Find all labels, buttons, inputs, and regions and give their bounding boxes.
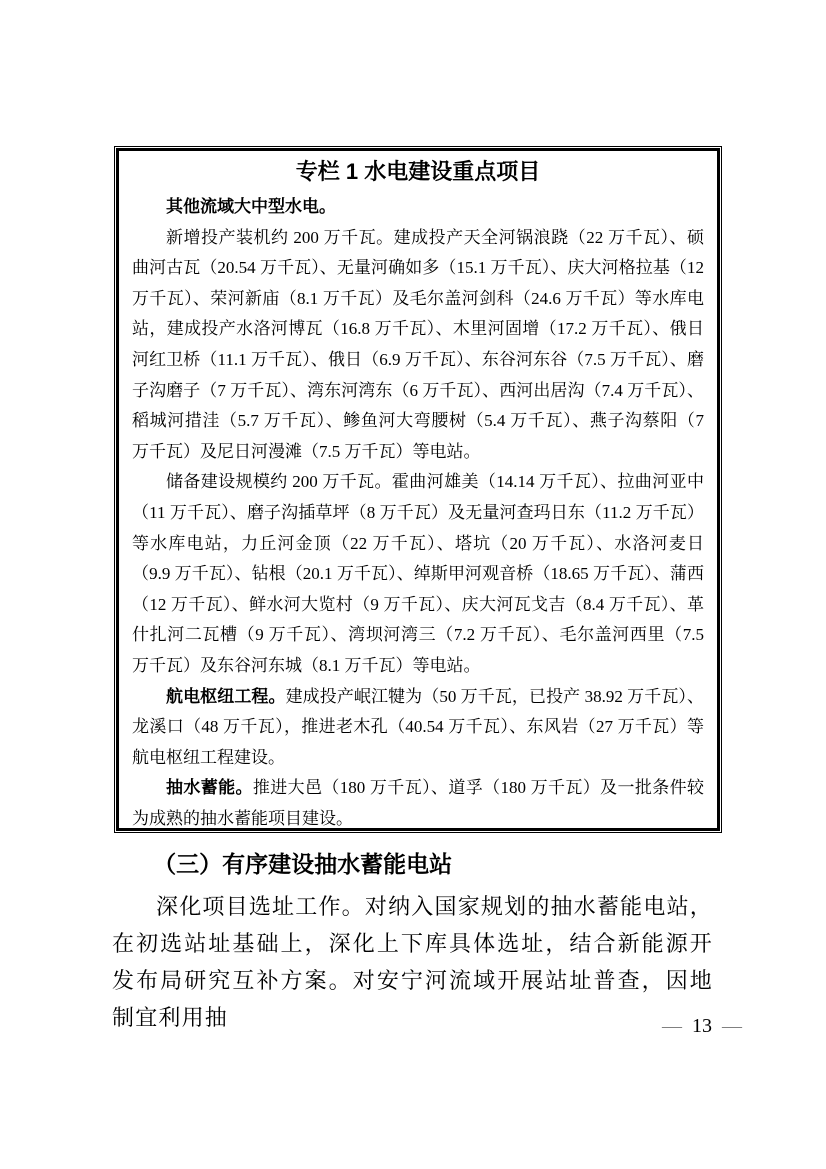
box-paragraph-pumped-storage bbox=[132, 773, 704, 831]
section-heading: （三）有序建设抽水蓄能电站 bbox=[153, 852, 453, 877]
paragraph-lead: 其他流域大中型水电。 bbox=[166, 197, 336, 216]
paragraph-text: 新增投产装机约 200 万千瓦。建成投产天全河锅浪跷（22 万千瓦）、硕曲河古瓦（20.54 万千瓦）、无量河确如多（15.1 万千瓦）、庆大河格拉基（12 万千瓦）、荣河新庙（8.1 万千瓦）及毛尔盖河剑科（24.6 万千瓦）等水库电站，建成投产水洛河博瓦（16.8 万千瓦）、木里河固增（17.2 万千瓦）、俄日河红卫桥（11.1 万千瓦）、俄日（6.9 万千瓦）、东谷河东谷（7.5 万千瓦）、磨子沟磨子（7 万千瓦）、湾东河湾东（6 万千瓦）、西河出居沟（7.4 万千瓦）、稻城河措洼（5.7 万千瓦）、鲹鱼河大弯腰树（5.4 万千瓦）、燕子沟蔡阳（7 万千瓦）及尼日河漫滩（7.5 万千瓦）等电站。 bbox=[132, 227, 704, 461]
paragraph-text: 储备建设规模约 200 万千瓦。霍曲河雄美（14.14 万千瓦）、拉曲河亚中（11 万千瓦）、磨子沟插草坪（8 万千瓦）及无量河查玛日东（11.2 万千瓦）等水库电站，力丘河金顶（22 万千瓦）、塔坑（20 万千瓦）、水洛河麦日（9.9 万千瓦）、钻根（20.1 万千瓦）、绰斯甲河观音桥（18.65 万千瓦）、蒲西（12 万千瓦）、鲜水河大览村（9 万千瓦）、庆大河瓦戈吉（8.4 万千瓦）、革什扎河二瓦槽（9 万千瓦）、湾坝河湾三（7.2 万千瓦）、毛尔盖河西里（7.5 万千瓦）及东谷河东城（8.1 万千瓦）等电站。 bbox=[132, 472, 704, 675]
section-body-paragraph: 深化项目选址工作。对纳入国家规划的抽水蓄能电站，在初选站址基础上，深化上下库具体选址，结合新能源开发布局研究互补方案。对安宁河流域开展站址普查，因地制宜利用抽 bbox=[112, 894, 713, 1030]
paragraph-text: 建成投产岷江犍为（50 万千瓦，已投产 38.92 万千瓦）、龙溪口（48 万千瓦），推进老木孔（40.54 万千瓦）、东风岩（27 万千瓦）等航电枢纽工程建设。 bbox=[132, 686, 705, 767]
paragraph-lead: 抽水蓄能。 bbox=[166, 778, 253, 798]
box-paragraph-navigation-hub bbox=[132, 682, 704, 774]
box-paragraph-other-rivers bbox=[132, 192, 704, 223]
paragraph-text: 推进大邑（180 万千瓦）、道孚（180 万千瓦）及一批条件较为成熟的抽水蓄能项目建设。 bbox=[132, 778, 705, 828]
box-title: 专栏 1 水电建设重点项目 bbox=[295, 159, 541, 184]
box-paragraph-reserve-capacity bbox=[132, 467, 704, 681]
page-number bbox=[662, 1012, 742, 1040]
highlight-box bbox=[114, 146, 722, 833]
page-number-dash-left: — bbox=[662, 1015, 682, 1037]
page-number-dash-right: — bbox=[722, 1015, 742, 1037]
box-paragraph-new-capacity bbox=[132, 223, 704, 468]
page-number-value: 13 bbox=[692, 1015, 712, 1037]
paragraph-lead: 航电枢纽工程。 bbox=[166, 686, 286, 706]
highlight-box-inner bbox=[116, 148, 720, 831]
